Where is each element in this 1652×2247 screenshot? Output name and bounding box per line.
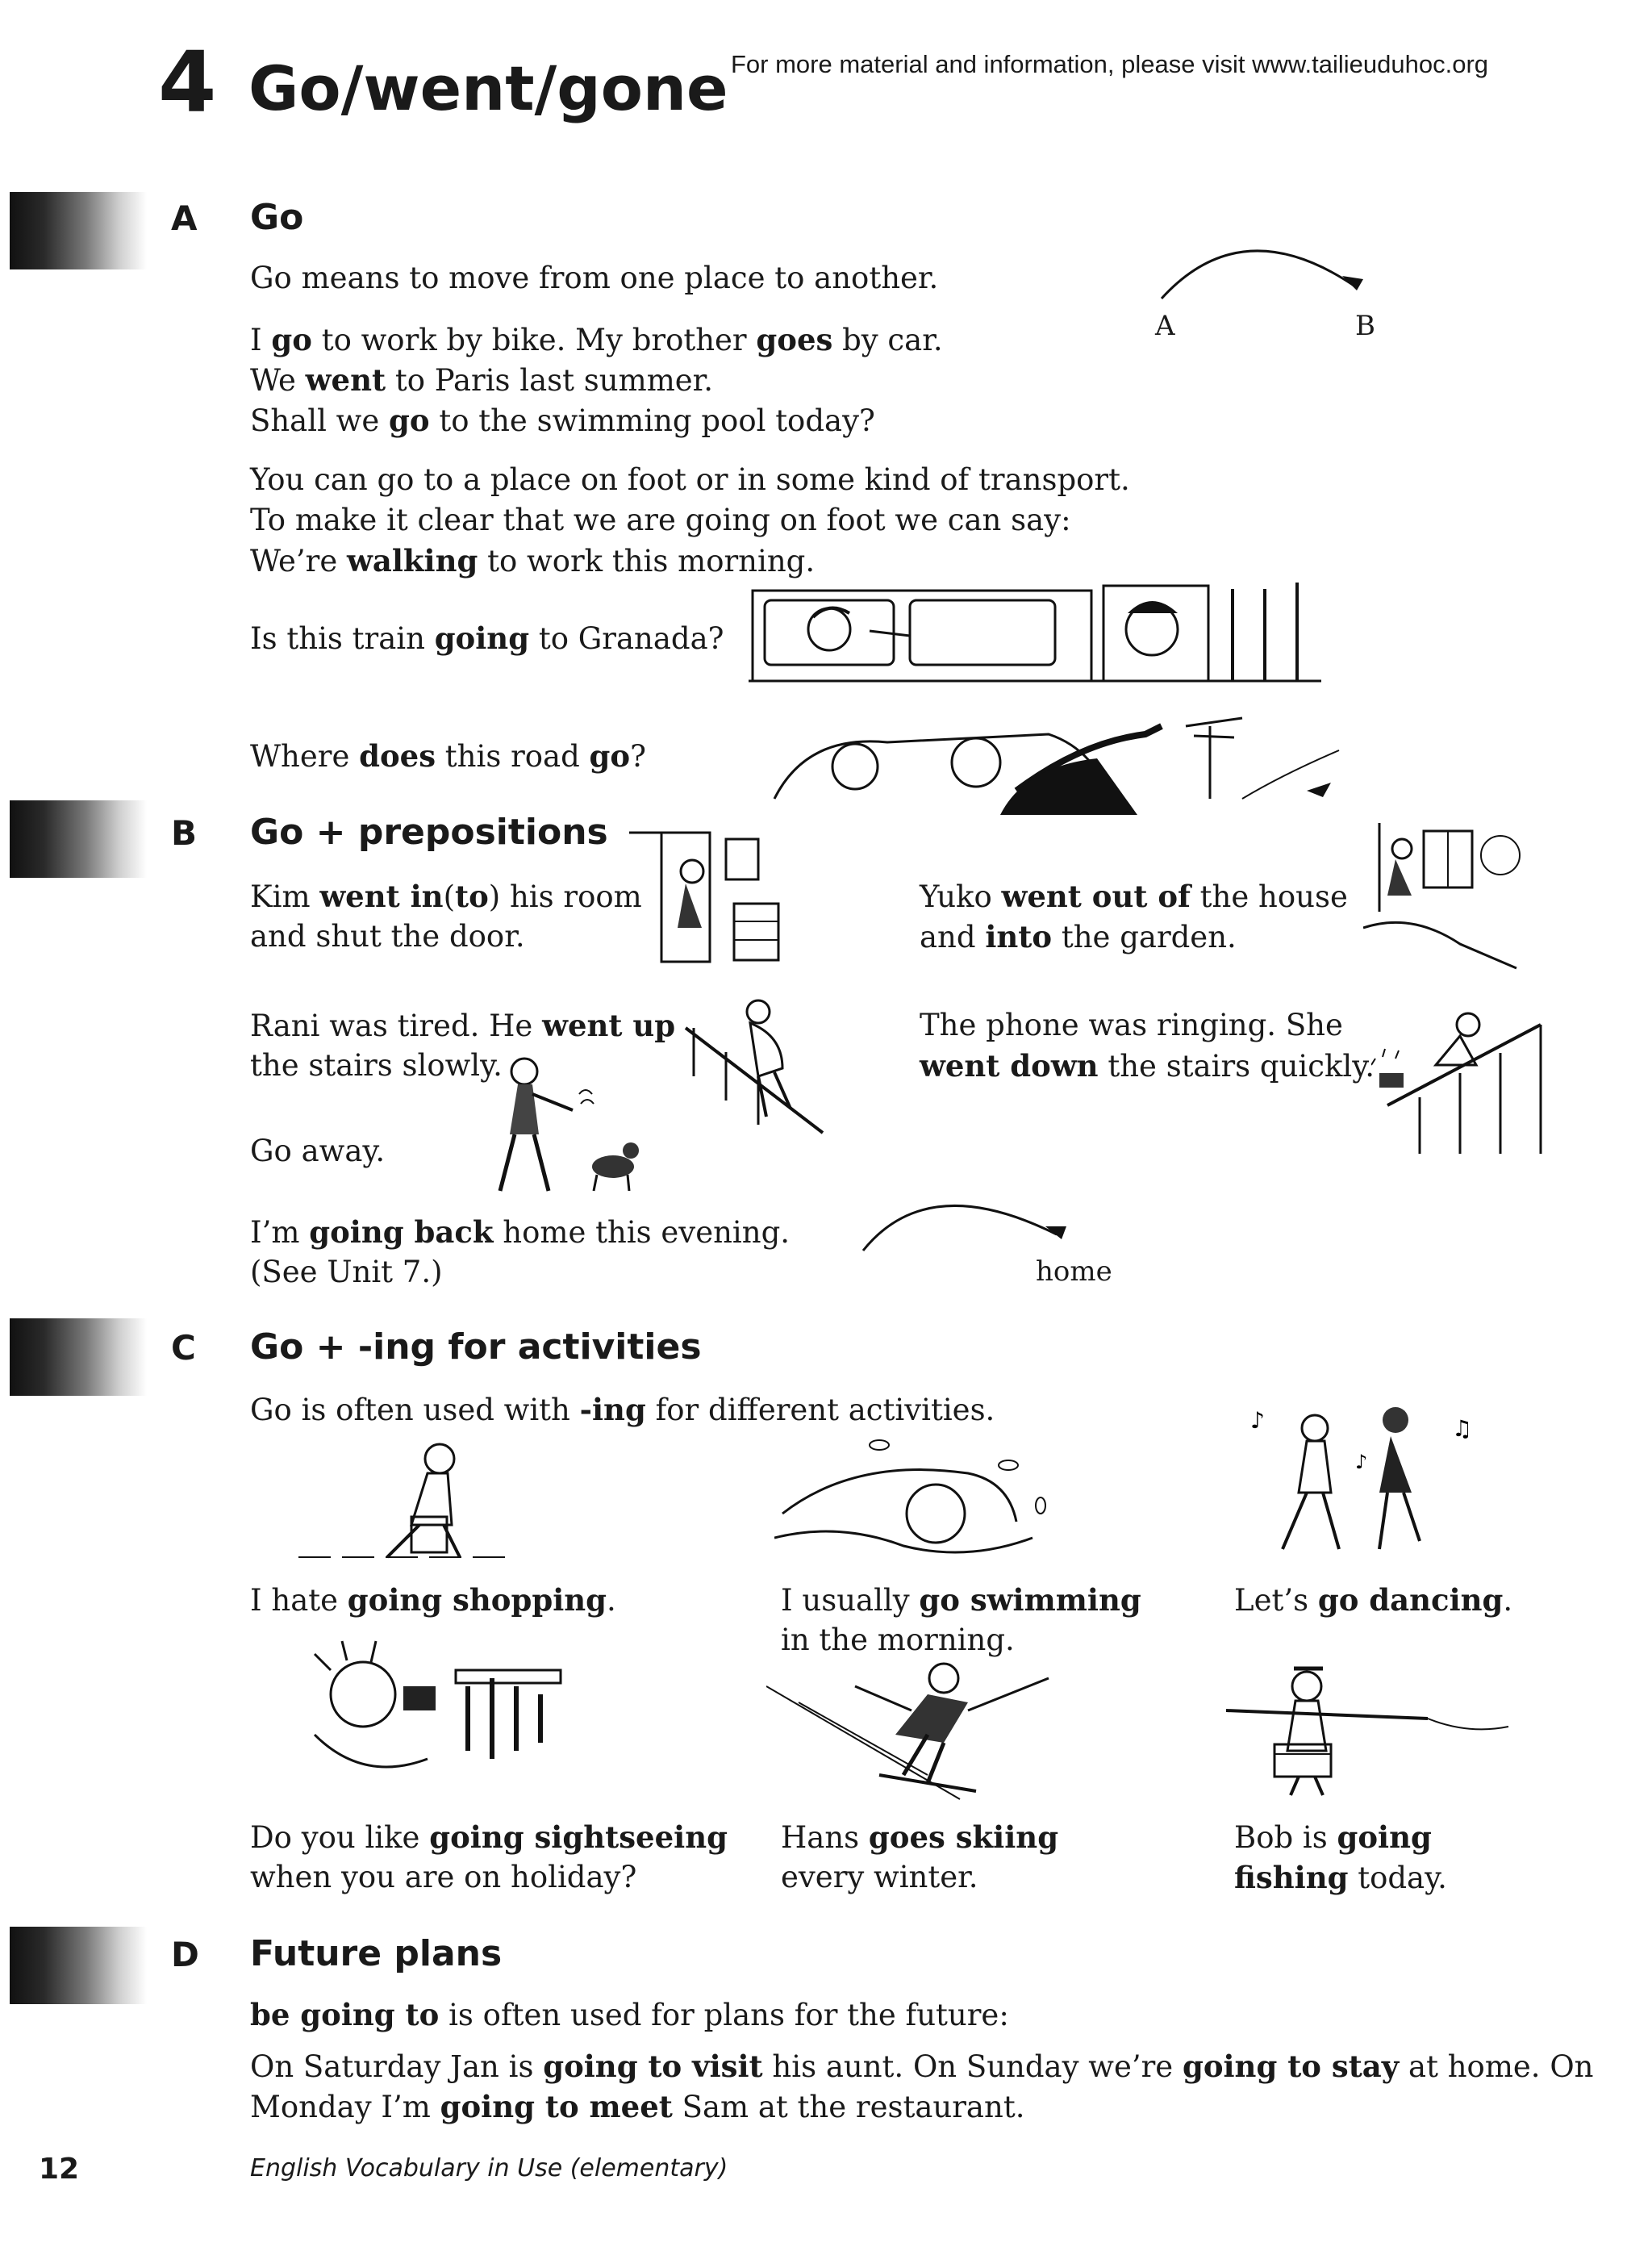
section-a-example-3: Shall we go to the swimming pool today? — [250, 403, 875, 438]
svg-text:♫: ♫ — [1452, 1415, 1473, 1442]
book-title: English Vocabulary in Use (elementary) — [250, 2154, 728, 2182]
section-a-example-1: I go to work by bike. My brother goes by car. — [250, 322, 943, 357]
section-a-title: Go — [250, 197, 304, 238]
skiing-caption-line-2: every winter. — [781, 1860, 978, 1894]
going-back-sentence-line-2: (See Unit 7.) — [250, 1255, 443, 1289]
section-a-example-2: We went to Paris last summer. — [250, 362, 714, 398]
sightseeing-caption-line-2: when you are on holiday? — [250, 1860, 637, 1894]
skiing-caption-line-1: Hans goes skiing — [781, 1819, 1059, 1855]
swimming-illustration — [774, 1433, 1049, 1562]
section-a-letter: A — [171, 198, 198, 238]
section-a-train-sentence: Is this train going to Granada? — [250, 620, 724, 656]
section-b-tab — [10, 800, 147, 878]
a-to-b-arrow-diagram — [1145, 226, 1387, 307]
section-d-intro: be going to is often used for plans for the future: — [250, 1997, 1009, 2032]
shopping-illustration — [298, 1436, 524, 1565]
section-c-letter: C — [171, 1328, 196, 1368]
section-a-definition: Go means to move from one place to another. — [250, 261, 939, 295]
go-away-sentence: Go away. — [250, 1134, 386, 1168]
swimming-caption-line-2: in the morning. — [781, 1623, 1015, 1657]
rani-stairs-illustration — [678, 996, 839, 1149]
section-d-tab — [10, 1927, 147, 2004]
dancing-caption: Let’s go dancing. — [1234, 1582, 1513, 1618]
section-a-road-sentence: Where does this road go? — [250, 738, 646, 774]
rani-sentence-line-1: Rani was tired. He went up — [250, 1008, 676, 1043]
svg-text:♪: ♪ — [1355, 1451, 1368, 1473]
section-a-tab — [10, 192, 147, 269]
yuko-garden-illustration — [1363, 823, 1525, 976]
train-illustration — [749, 581, 1321, 686]
phone-sentence-line-1: The phone was ringing. She — [920, 1008, 1343, 1042]
section-b-letter: B — [171, 813, 198, 853]
sightseeing-caption-line-1: Do you like going sightseeing — [250, 1819, 728, 1855]
section-a-para-2c: We’re walking to work this morning. — [250, 543, 816, 578]
page-number: 12 — [39, 2153, 80, 2186]
kim-sentence-line-1: Kim went in(to) his room — [250, 879, 642, 914]
road-car-illustration — [758, 702, 1355, 823]
kim-door-illustration — [629, 823, 791, 968]
section-a-para-2a: You can go to a place on foot or in some kind of transport. — [250, 462, 1130, 497]
shopping-caption: I hate going shopping. — [250, 1582, 616, 1618]
swimming-caption-line-1: I usually go swimming — [781, 1582, 1141, 1618]
skiing-illustration — [766, 1654, 1057, 1807]
section-d-letter: D — [171, 1935, 199, 1974]
going-back-sentence-line-1: I’m going back home this evening. — [250, 1214, 791, 1250]
yuko-sentence-line-2: and into the garden. — [920, 919, 1237, 954]
dancing-illustration — [1234, 1404, 1492, 1557]
promo-text: For more material and information, please visit www.tailieuduhoc.org — [731, 50, 1489, 78]
fishing-illustration — [1226, 1654, 1516, 1799]
svg-text:♪: ♪ — [1250, 1407, 1265, 1434]
section-b-title: Go + prepositions — [250, 812, 608, 853]
unit-number: 4 — [158, 33, 217, 132]
sightseeing-illustration — [282, 1638, 597, 1799]
section-d-example-line-2: Monday I’m going to meet Sam at the restaurant. — [250, 2089, 1025, 2124]
diagram-label-home: home — [1036, 1255, 1112, 1288]
fishing-caption-line-2: fishing today. — [1234, 1860, 1447, 1895]
phone-sentence-line-2: went down the stairs quickly. — [920, 1048, 1375, 1084]
unit-title: Go/went/gone — [248, 52, 728, 124]
section-d-example-line-1: On Saturday Jan is going to visit his aunt. On Sunday we’re going to stay at home. On — [250, 2049, 1594, 2084]
fishing-caption-line-1: Bob is going — [1234, 1819, 1432, 1855]
phone-stairs-illustration — [1371, 1009, 1557, 1162]
diagram-label-a: A — [1155, 310, 1175, 342]
kim-sentence-line-2: and shut the door. — [250, 919, 525, 954]
section-c-intro: Go is often used with -ing for different activities. — [250, 1392, 995, 1427]
section-c-title: Go + -ing for activities — [250, 1326, 702, 1368]
go-away-man-dog-illustration — [476, 1054, 645, 1199]
section-a-para-2b: To make it clear that we are going on foot we can say: — [250, 503, 1071, 537]
section-d-title: Future plans — [250, 1933, 503, 1974]
yuko-sentence-line-1: Yuko went out of the house — [920, 879, 1348, 914]
section-c-tab — [10, 1318, 147, 1396]
diagram-label-b: B — [1355, 310, 1375, 342]
rani-sentence-line-2: the stairs slowly. — [250, 1048, 503, 1083]
home-arrow-diagram — [855, 1186, 1081, 1259]
